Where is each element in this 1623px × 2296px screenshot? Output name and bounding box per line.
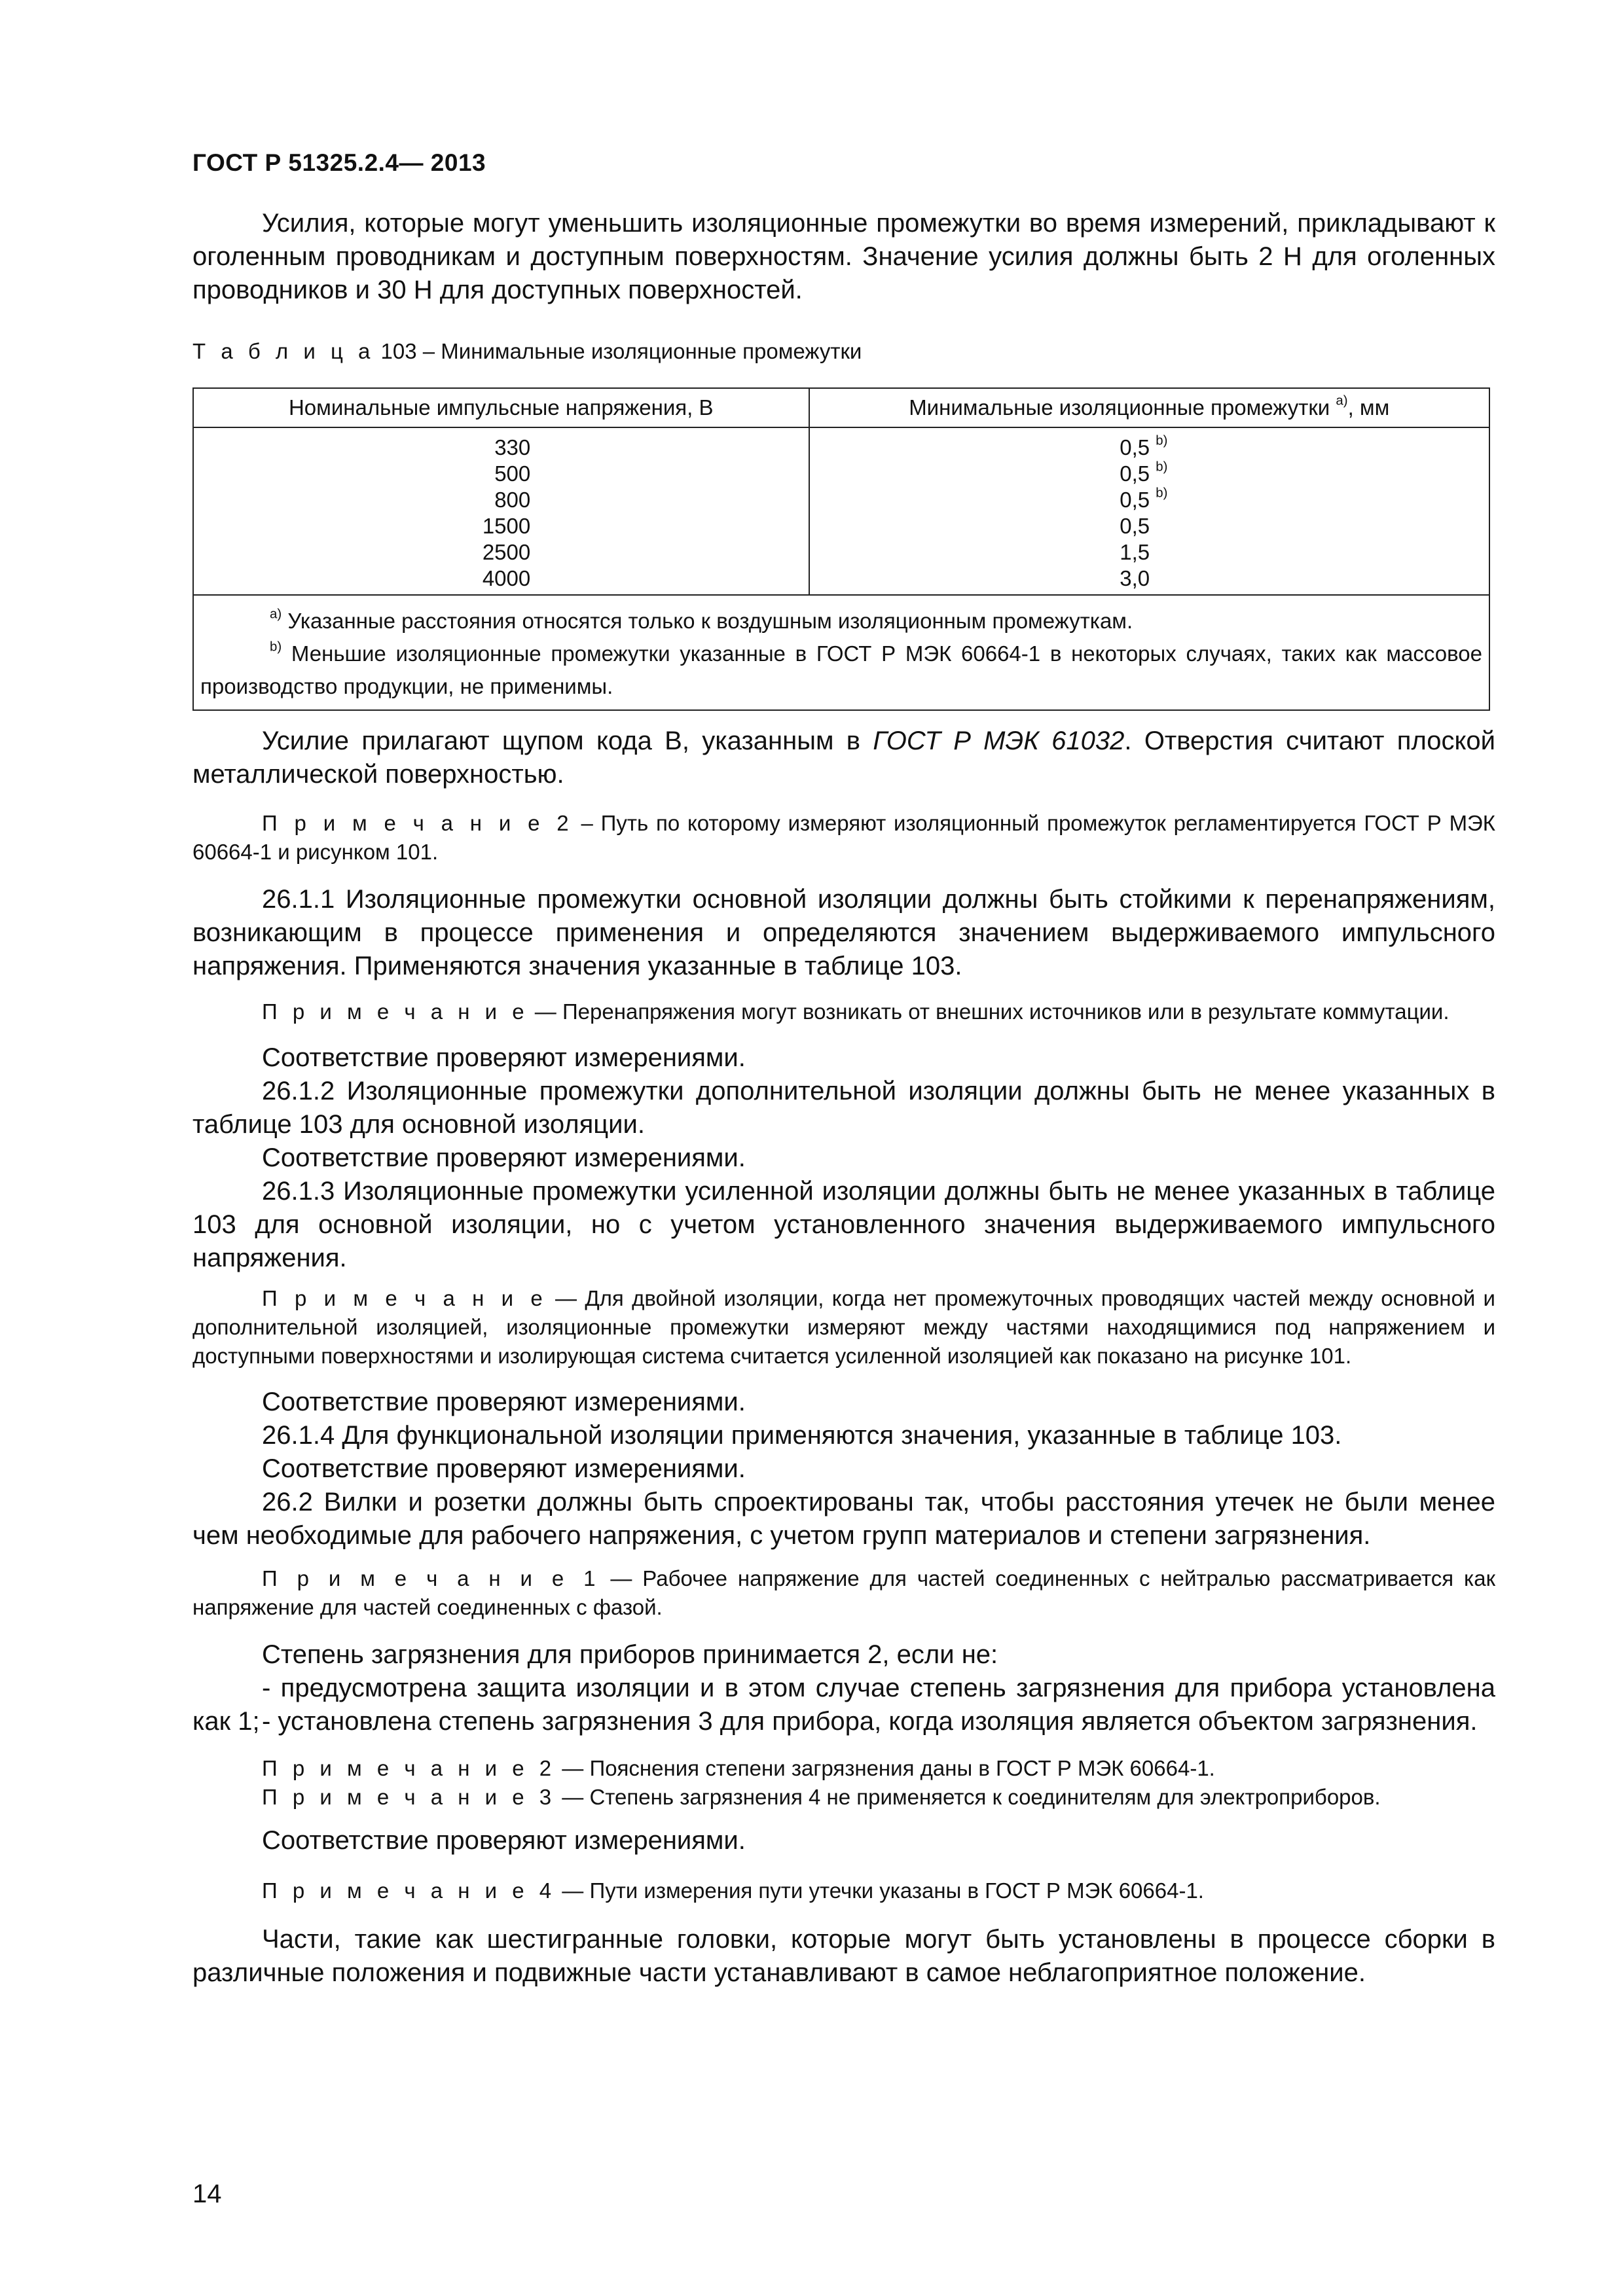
note-overvoltage: П р и м е ч а н и е — Перенапряжения могут возникать от внешних источников или в результате коммутации. <box>262 999 1450 1024</box>
clearance-cell: 0,5 <box>1120 514 1150 538</box>
standard-header: ГОСТ Р 51325.2.4— 2013 <box>192 149 486 176</box>
clearance-cell: 1,5 <box>1120 540 1150 564</box>
clearance-table <box>192 387 1490 711</box>
compliance-text: Соответствие проверяют измерениями. <box>262 1043 746 1072</box>
table-header-clearance: Минимальные изоляционные промежутки $^{a)}$, мм <box>809 388 1490 427</box>
clearance-cell: 0,5 $^{b)}$ <box>1120 485 1168 512</box>
note-4-creepage: П р и м е ч а н и е 4 — Пути измерения пути утечки указаны в ГОСТ Р МЭК 60664-1. <box>262 1878 1204 1903</box>
voltage-cell: 4000 <box>482 566 531 590</box>
voltage-cell: 800 <box>494 488 531 512</box>
table-caption-text: 103 – Минимальные изоляционные промежутки <box>380 339 862 363</box>
table-caption <box>192 339 862 364</box>
voltage-cell: 1500 <box>482 514 531 538</box>
note-3-pollution: П р и м е ч а н и е 3 — Степень загрязнения 4 не применяется к соединителям для электроприборов. <box>262 1785 1381 1809</box>
intro-paragraph: Усилия, которые могут уменьшить изоляционные промежутки во время измерений, прикладывают к оголенным проводникам и доступным поверхностям. Значение усилия должны быть 2 Н для оголенных проводников и 30 Н для доступных поверхностей. <box>192 209 1495 304</box>
note-double-insulation: П р и м е ч а н и е — Для двойной изоляции, когда нет промежуточных проводящих частей между основной и дополнительной изоляцией, изоляционные промежутки измеряют между частями находящимися под напряжением и доступными поверхностями и изолирующая система считается усиленной изоляцией как показано на рисунке 101. <box>192 1286 1495 1368</box>
note-1-working-voltage: П р и м е ч а н и е 1 — Рабочее напряжение для частей соединенных с нейтралью рассматривается как напряжение для частей соединенных с фазой. <box>192 1566 1495 1619</box>
clearance-column <box>809 427 1490 595</box>
table-caption-label: Т а б л и ц а <box>192 339 375 363</box>
compliance-text: Соответствие проверяют измерениями. <box>262 1143 746 1172</box>
clause-26-1-1: 26.1.1 Изоляционные промежутки основной изоляции должны быть стойкими к перенапряжениям, возникающим в процессе применения и определяются значением выдерживаемого импульсного напряжения. Применяются значения указанные в таблице 103. <box>192 885 1495 980</box>
clearance-cell: 3,0 <box>1120 566 1150 590</box>
voltage-column <box>193 427 809 595</box>
table-footnotes <box>193 595 1489 710</box>
table-header-voltage: Номинальные импульсные напряжения, В <box>193 388 809 427</box>
compliance-text: Соответствие проверяют измерениями. <box>262 1454 746 1483</box>
clearance-cell: 0,5 $^{b)}$ <box>1120 459 1168 486</box>
clearance-cell: 0,5 $^{b)}$ <box>1120 433 1168 459</box>
list-item: - установлена степень загрязнения 3 для прибора, когда изоляция является объектом загрязнения. <box>262 1707 1478 1736</box>
clause-26-2: 26.2 Вилки и розетки должны быть спроектированы так, чтобы расстояния утечек не были менее чем необходимые для рабочего напряжения, с учетом групп материалов и степени загрязнения. <box>192 1488 1495 1550</box>
paragraph-force: Усилие прилагают щупом кода В, указанным в ГОСТ Р МЭК 61032. Отверстия считают плоской металлической поверхностью. <box>192 726 1496 789</box>
voltage-cell: 2500 <box>482 540 531 564</box>
clause-26-1-4: 26.1.4 Для функциональной изоляции применяются значения, указанные в таблице 103. <box>262 1421 1342 1450</box>
compliance-text: Соответствие проверяют измерениями. <box>262 1826 746 1855</box>
compliance-text: Соответствие проверяют измерениями. <box>262 1388 746 1416</box>
clause-26-1-3: 26.1.3 Изоляционные промежутки усиленной изоляции должны быть не менее указанных в таблице 103 для основной изоляции, но с учетом установленного значения выдерживаемого импульсного напряжения. <box>192 1177 1495 1272</box>
footnote-b: $^{b)}$ Меньшие изоляционные промежутки указанные в ГОСТ Р МЭК 60664-1 в некоторых случаях, таких как массовое производство продукции, не применимы. <box>200 639 1482 698</box>
paragraph-pollution-degree: Степень загрязнения для приборов принимается 2, если не: <box>262 1640 998 1669</box>
page-number: 14 <box>192 2179 222 2208</box>
note-2-path: П р и м е ч а н и е 2 – Путь по которому измеряют изоляционный промежуток регламентируется ГОСТ Р МЭК 60664-1 и рисунком 101. <box>192 811 1496 864</box>
clause-26-1-2: 26.1.2 Изоляционные промежутки дополнительной изоляции должны быть не менее указанных в таблице 103 для основной изоляции. <box>192 1077 1495 1139</box>
footnote-a: $^{a)}$ Указанные расстояния относятся только к воздушным изоляционным промежуткам. <box>270 606 1133 633</box>
voltage-cell: 330 <box>494 435 531 459</box>
note-2-pollution: П р и м е ч а н и е 2 — Пояснения степени загрязнения даны в ГОСТ Р МЭК 60664-1. <box>262 1756 1215 1780</box>
voltage-cell: 500 <box>494 461 531 486</box>
list-item: - предусмотрена защита изоляции и в этом случае степень загрязнения для прибора установлена как 1; <box>192 1674 1495 1736</box>
paragraph-final: Части, такие как шестигранные головки, которые могут быть установлены в процессе сборки в различные положения и подвижные части устанавливают в самое неблагоприятное положение. <box>192 1925 1495 1987</box>
